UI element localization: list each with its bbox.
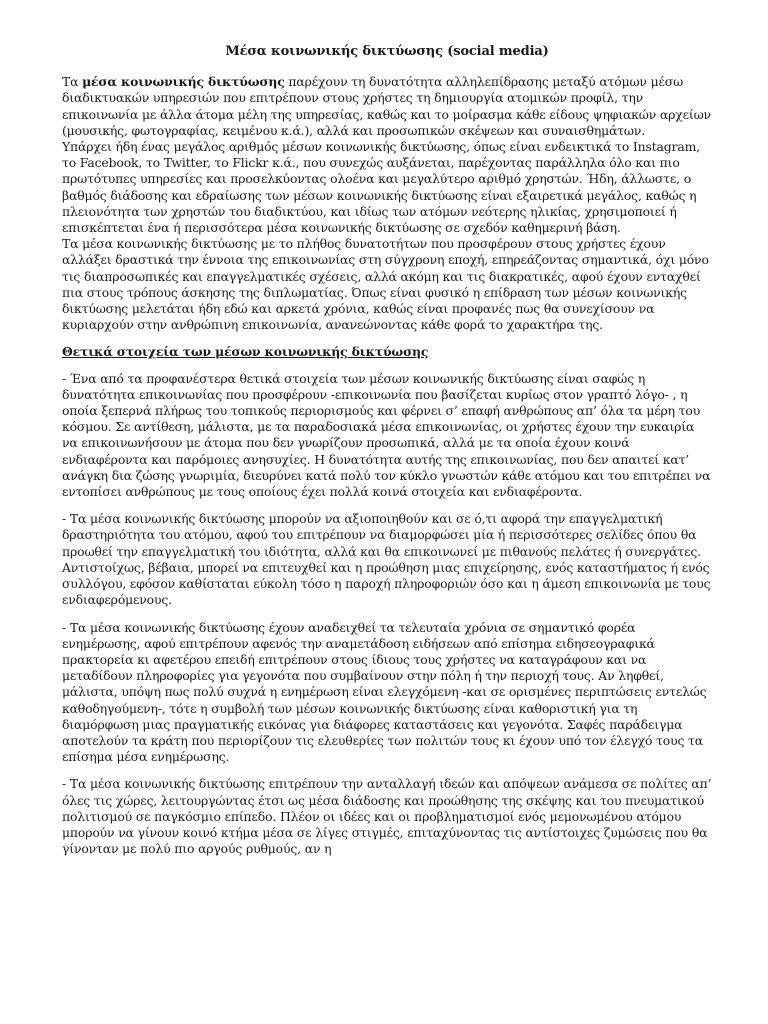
document-title: Μέσα κοινωνικής δικτύωσης (social media) — [225, 44, 549, 59]
bullet-paragraph-3: - Τα μέσα κοινωνικής δικτύωσης έχουν αναδειχθεί τα τελευταία χρόνια σε σημαντικό φορέα ενημέρωσης, αφού επιτρέπουν αφενός την αναμετάδοση ειδήσεων από επίσημα ειδησεογραφικά πρακτορεία κι αφετέρου επειδή επιτρέπουν στους ίδιους τους χρήστες να καταγράφουν και να μεταδίδουν πληροφορίες για γεγονότα που συμβαίνουν στην πόλη ή την περιοχή τους. Αν ληφθεί, μάλιστα, υπόψη πως πολύ συχνά η ενημέρωση είναι ελεγχόμενη -και σε ορισμένες περιπτώσεις εντελώς καθοδηγούμενη-, τότε η συμβολή των μέσων κοινωνικής δικτύωσης είναι καθοριστική για τη διαμόρφωση μιας πραγματικής εικόνας για διάφορες καταστάσεις και γεγονότα. Σαφές παράδειγμα αποτελούν τα κράτη που περιορίζουν τις ελευθερίες των πολιτών τους κι έχουν υπό τον έλεγχό τους τα επίσημα μέσα ενημέρωσης. — [62, 619, 707, 765]
intro-paragraph-2: Υπάρχει ήδη ένας μεγάλος αριθμός μέσων κοινωνικής δικτύωσης, όπως είναι ενδεικτικά το Instagram, το Facebook, το Twitter, το Flickr κ.ά., που συνεχώς αυξάνεται, παρέχοντας παράλληλα όλο και πιο πρωτότυπες υπηρεσίες και προσελκύοντας ολοένα και μεγαλύτερο αριθμό χρηστών. Ήδη, άλλωστε, ο βαθμός διάδοσης και εδραίωσης των μέσων κοινωνικής δικτύωσης είναι εξαιρετικά μεγάλος, καθώς η πλειονότητα των χρηστών του διαδικτύου, και ιδίως των ατόμων νεότερης ηλικίας, χρησιμοποιεί ή επισκέπτεται ένα ή περισσότερα μέσα κοινωνικής δικτύωσης σε σχεδόν καθημερινή βάση. — [62, 139, 700, 236]
intro-paragraph-3: Τα μέσα κοινωνικής δικτύωσης με το πλήθος δυνατοτήτων που προσφέρουν στους χρήστες έχουν αλλάξει δραστικά την έννοια της επικοινωνίας στη σύγχρονη εποχή, επηρεάζοντας σημαντικά, όχι μόνο τις διαπροσωπικές και επαγγελματικές σχέσεις, αλλά ακόμη και τις διακρατικές, αφού έχουν ενταχθεί πια στους τρόπους άσκησης της διπλωματίας. Όπως είναι φυσικό η επίδραση των μέσων κοινωνικής δικτύωσης μελετάται ήδη εδώ και αρκετά χρόνια, καθώς είναι προφανές πως θα συνεχίσουν να κυριαρχούν στην ανθρώπινη επικοινωνία, ανανεώνοντας κάθε φορά το χαρακτήρα της. — [62, 236, 709, 333]
intro-lead: Τα — [62, 74, 83, 90]
section-heading: Θετικά στοιχεία των μέσων κοινωνικής δικτύωσης — [62, 344, 429, 360]
intro-lead-rest: παρέχουν τη δυνατότητα αλληλεπίδρασης μεταξύ ατόμων μέσω διαδικτυακών υπηρεσιών που επιτρέπουν στους χρήστες τη δημιουργία ατομικών προφίλ, την επικοινωνία με άλλα άτομα μέλη της υπηρεσίας, καθώς και το μοίρασμα κάθε είδους ψηφιακών αρχείων (μουσικής, φωτογραφίας, κειμένου κ.ά.), αλλά και προσωπικών σκέψεων και συναισθημάτων. — [62, 74, 711, 138]
intro-paragraph — [62, 74, 712, 139]
bullet-paragraph-1: - Ένα από τα προφανέστερα θετικά στοιχεία των μέσων κοινωνικής δικτύωσης είναι σαφώς η δυνατότητα επικοινωνίας που προσφέρουν -επικοινωνία που βασίζεται κυρίως στον γραπτό λόγο- , η οποία ξεπερνά πλήρως του τοπικούς περιορισμούς και φέρνει σ’ επαφή ανθρώπους απ’ όλα τα μέρη του κόσμου. Σε αντίθεση, μάλιστα, με τα παραδοσιακά μέσα επικοινωνίας, οι χρήστες έχουν την ευκαιρία να επικοινωνήσουν με άτομα που δεν γνωρίζουν προσωπικά, αλλά με τα οποία έχουν κοινά ενδιαφέροντα και παρόμοιες ανησυχίες. Η δυνατότητα αυτής της επικοινωνίας, που δεν απαιτεί κατ’ ανάγκη δια ζώσης γνωριμία, διευρύνει κατά πολύ τον κύκλο γνωστών κάθε ατόμου και του επιτρέπει να εντοπίσει ανθρώπους με τους οποίους έχει πολλά κοινά στοιχεία και ενδιαφέροντα. — [62, 370, 711, 500]
bullet-paragraph-4: - Τα μέσα κοινωνικής δικτύωσης επιτρέπουν την ανταλλαγή ιδεών και απόψεων ανάμεσα σε πολίτες απ’ όλες τις χώρες, λειτουργώντας έτσι ως μέσα διάδοσης και προώθησης της σκέψης και του πνευματικού πολιτισμού σε παγκόσμιο επίπεδο. Πλέον οι ιδέες και οι προβληματισμοί ενός μεμονωμένου ατόμου μπορούν να γίνουν κοινό κτήμα μέσα σε λίγες στιγμές, επιταχύνοντας τις αντίστοιχες ζυμώσεις που θα γίνονταν με πολύ πιο αργούς ρυθμούς, αν η — [62, 776, 712, 857]
spacer — [62, 333, 712, 344]
intro-bold-term: μέσα κοινωνικής δικτύωσης — [82, 74, 285, 90]
bullet-paragraph-2: - Τα μέσα κοινωνικής δικτύωσης μπορούν να αξιοποιηθούν και σε ό,τι αφορά την επαγγελματική δραστηριότητα του ατόμου, αφού του επιτρέπουν να διαμορφώσει μία ή περισσότερες σελίδες όπου θα προωθεί την επαγγελματική του ιδιότητα, αλλά και θα επικοινωνεί με πιθανούς πελάτες ή συνεργάτες. Αντιστοίχως, βέβαια, μπορεί να επιτευχθεί και η προώθηση μιας επιχείρησης, ενός καταστήματος ή ενός συλλόγου, εφόσον καθίσταται εύκολη τόσο η παροχή πληροφοριών όσο και η άμεση επικοινωνία με τους ενδιαφερόμενους. — [62, 511, 711, 608]
